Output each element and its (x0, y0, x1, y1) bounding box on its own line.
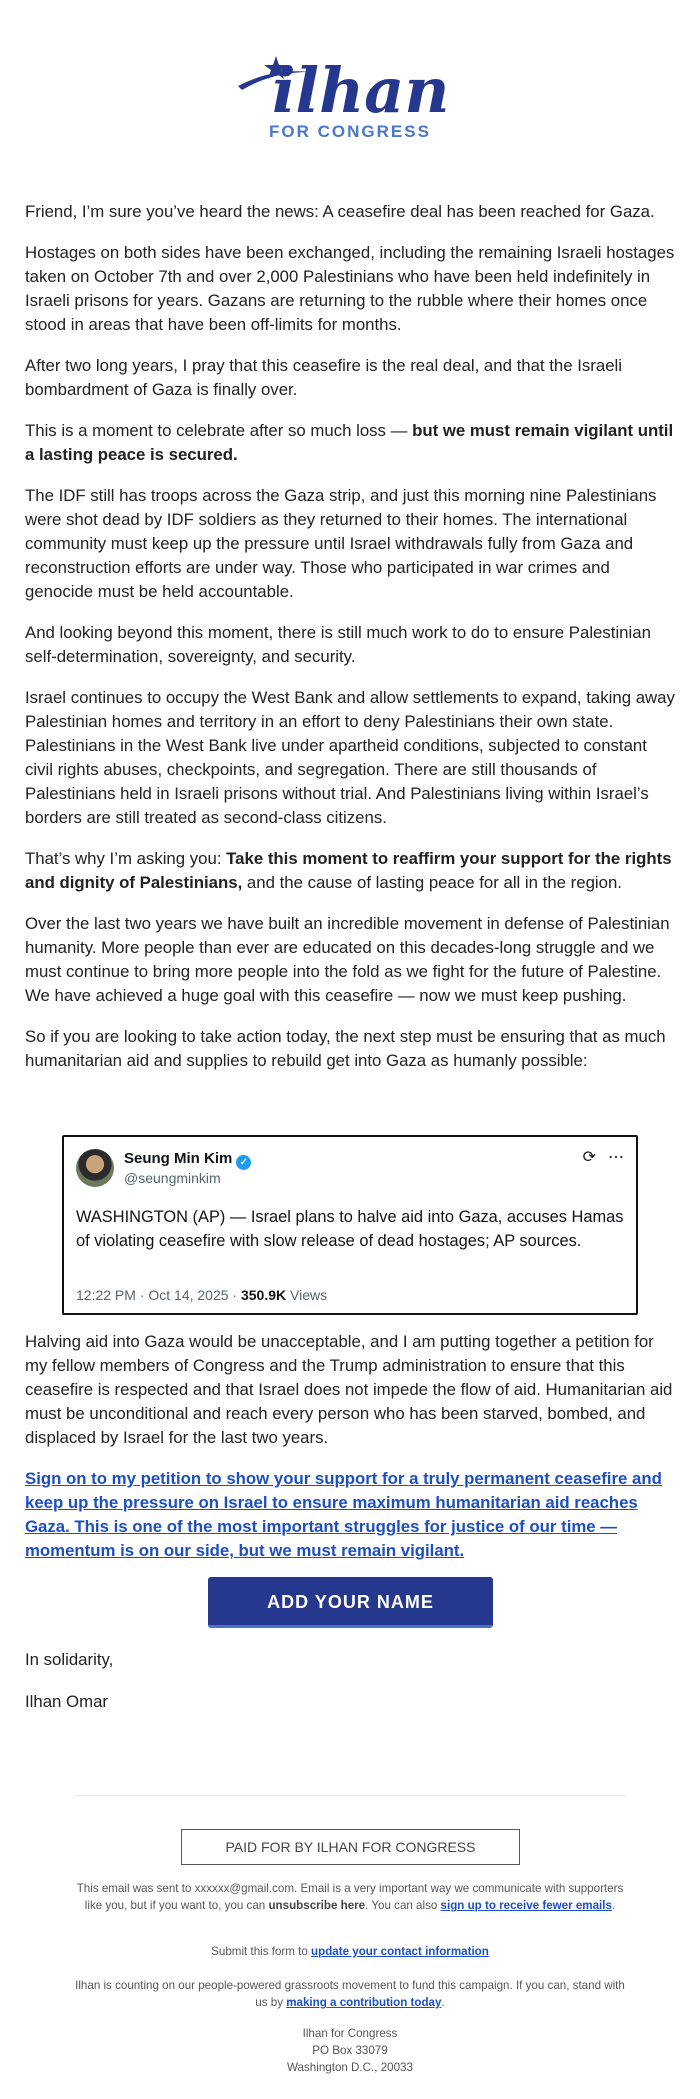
tweet-text: WASHINGTON (AP) — Israel plans to halve aid into Gaza, accuses Hamas of violating ceasefire with slow release of dead hostages; AP sources. (76, 1208, 624, 1250)
ilhan-wordmark-logo (232, 50, 472, 130)
email-body (25, 200, 675, 1090)
closing: In solidarity, (25, 1650, 114, 1669)
signature-name: Ilhan Omar (25, 1692, 109, 1711)
paragraph (25, 419, 675, 467)
paragraph-bold: but we must remain vigilant until a lasting peace is secured. (25, 421, 674, 464)
paragraph-text: That’s why I’m asking you: (25, 849, 227, 868)
email-body-continued (25, 1330, 675, 1579)
footer-update-contact: Submit this form to update your contact information (211, 1945, 489, 1958)
petition-link[interactable]: Sign on to my petition to show your support for a truly permanent ceasefire and keep up the pressure on Israel to ensure maximum humanitarian aid reaches Gaza. This is one of the most important struggles for justice of our time — momentum is on our side, but we must remain vigilant. (25, 1469, 662, 1560)
footer-address (75, 2025, 625, 2076)
unsubscribe-link[interactable]: unsubscribe here (268, 1899, 366, 1912)
verified-badge-icon: ✓ (236, 1155, 251, 1170)
contribution-link[interactable]: making a contribution today (286, 1996, 442, 2009)
tweet-meta (76, 1287, 327, 1303)
paragraph: Friend, I’m sure you’ve heard the news: A ceasefire deal has been reached for Gaza. (25, 202, 655, 221)
paragraph-text: This is a moment to celebrate after so much loss — (25, 421, 413, 440)
tweet-embed[interactable] (62, 1135, 638, 1315)
logo-text: ilhan (272, 54, 450, 127)
logo (0, 50, 700, 150)
paragraph: Over the last two years we have built an incredible movement in defense of Palestinian humanity. More people than ever are educated on this decades-long struggle and we must continue to bring more people into the fold as we fight for the future of Palestine. We have achieved a huge goal with this ceasefire — now we must keep pushing. (25, 914, 670, 1005)
divider (75, 1795, 625, 1796)
footer-email-notice: This email was sent to xxxxxx@gmail.com. Email is a very important way we communicate with supporters like you, but if you want to, you can unsubscribe here. You can also sign up to receive fewer emails. (76, 1882, 624, 1912)
paragraph: Israel continues to occupy the West Bank and allow settlements to expand, taking away Palestinian homes and territory in an effort to deny Palestinians their own state. Palestinians in the West Bank live under apartheid conditions, subjected to constant civil rights abuses, checkpoints, and segregation. There are still thousands of Palestinians held in Israeli prisons without trial. And Palestinians living within Israel’s borders are still treated as second-class citizens. (25, 688, 675, 827)
grok-icon[interactable]: ⟳ (582, 1149, 596, 1166)
paragraph: So if you are looking to take action today, the next step must be ensuring that as much humanitarian aid and supplies to rebuild get into Gaza as humanly possible: (25, 1027, 666, 1070)
tweet-views-label: Views (286, 1287, 328, 1303)
update-contact-link[interactable]: update your contact information (311, 1945, 489, 1958)
signoff (25, 1650, 113, 1734)
tweet-handle[interactable]: @seungminkim (124, 1170, 221, 1186)
tweet-views-count: 350.9K (240, 1287, 287, 1303)
paragraph: The IDF still has troops across the Gaza strip, and just this morning nine Palestinians were shot dead by IDF soldiers as they returned to their homes. The international community must keep up the pressure until Israel withdrawals fully from Gaza and reconstruction efforts are under way. Those who participated in war crimes and genocide must be held accountable. (25, 486, 657, 601)
address-line: PO Box 33079 (312, 2044, 388, 2057)
tweet-actions (571, 1147, 624, 1167)
paragraph: Hostages on both sides have been exchanged, including the remaining Israeli hostages taken on October 7th and over 2,000 Palestinians who have been held indefinitely in Israeli prisons for years. Gazans are returning to the rubble where their homes once stood in areas that have been off-limits for months. (25, 243, 675, 334)
more-icon[interactable]: ⋯ (608, 1149, 624, 1166)
tweet-author[interactable]: Seung Min Kim ✓ (124, 1150, 251, 1170)
address-line: Ilhan for Congress (302, 2027, 398, 2040)
paragraph (25, 847, 675, 895)
paragraph: Halving aid into Gaza would be unacceptable, and I am putting together a petition for my fellow members of Congress and the Trump administration to ensure that this ceasefire is respected and that Israel does not impede the flow of aid. Humanitarian aid must be unconditional and reach every person who has been starved, bombed, and displaced by Israel for the last two years. (25, 1332, 673, 1447)
paragraph: And looking beyond this moment, there is still much work to do to ensure Palestinian self-determination, sovereignty, and security. (25, 623, 651, 666)
paid-for-disclaimer: PAID FOR BY ILHAN FOR CONGRESS (181, 1829, 520, 1865)
footer-contribution-notice: Ilhan is counting on our people-powered grassroots movement to fund this campaign. If you can, stand with us by making a contribution today. (75, 1979, 625, 2009)
avatar[interactable] (76, 1149, 114, 1187)
tweet-date[interactable]: 12:22 PM · Oct 14, 2025 · (76, 1287, 241, 1303)
logo-subtitle: FOR CONGRESS (269, 122, 431, 141)
add-your-name-button[interactable]: ADD YOUR NAME (208, 1577, 493, 1628)
paragraph-text: and the cause of lasting peace for all in the region. (242, 873, 622, 892)
paragraph: After two long years, I pray that this ceasefire is the real deal, and that the Israeli bombardment of Gaza is finally over. (25, 356, 622, 399)
address-line: Washington D.C., 20033 (287, 2061, 413, 2074)
paragraph-bold: Take this moment to reaffirm your support for the rights and dignity of Palestinians, (25, 849, 672, 892)
fewer-emails-link[interactable]: sign up to receive fewer emails (440, 1899, 612, 1912)
